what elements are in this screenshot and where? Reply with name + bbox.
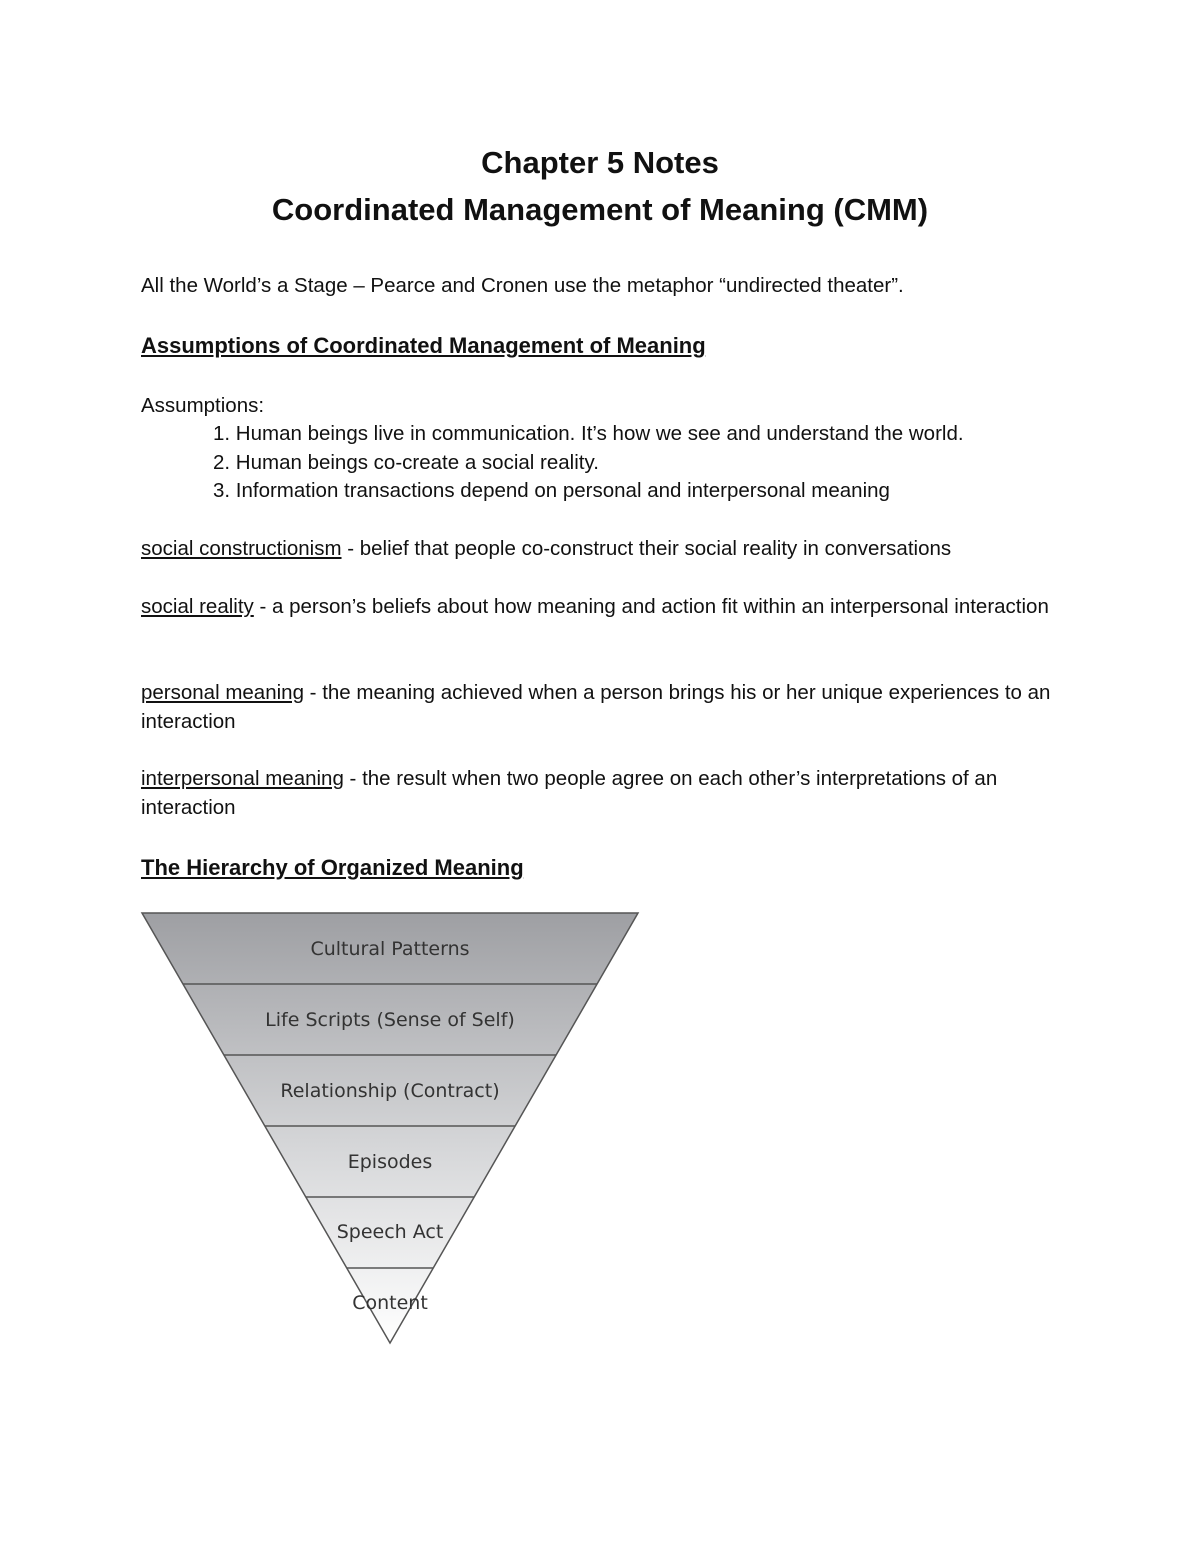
layer-label-episodes: Episodes <box>347 1151 433 1173</box>
page-title: Chapter 5 Notes <box>481 145 719 180</box>
definition-text: - the meaning achieved when a person brings his or her unique experiences to an interaction <box>141 681 1051 733</box>
assumptions-heading: Assumptions of Coordinated Management of Meaning <box>141 333 706 358</box>
definition-term: social constructionism <box>141 537 342 560</box>
definition-term: personal meaning <box>141 681 304 704</box>
definition-text: - the result when two people agree on each other’s interpretations of an interaction <box>141 767 998 819</box>
definition-text: - a person’s beliefs about how meaning and action fit within an interpersonal interaction <box>253 595 1049 618</box>
definition-text: - belief that people co-construct their social reality in conversations <box>341 537 952 560</box>
hierarchy-pyramid-diagram <box>138 905 643 1350</box>
definition-term: interpersonal meaning <box>141 767 344 790</box>
page-subtitle: Coordinated Management of Meaning (CMM) <box>271 192 929 227</box>
definition-personal-meaning <box>141 679 1071 736</box>
assumptions-label: Assumptions: <box>141 394 265 417</box>
layer-label-life-scripts: Life Scripts (Sense of Self) <box>265 1009 515 1031</box>
definition-interpersonal-meaning <box>141 765 1071 822</box>
list-item: 1. Human beings live in communication. It’s how we see and understand the world. <box>213 422 964 445</box>
list-item: 2. Human beings co-create a social reality. <box>213 450 599 474</box>
pyramid-shape <box>142 913 638 1343</box>
assumptions-list <box>213 420 964 506</box>
layer-label-cultural-patterns: Cultural Patterns <box>310 938 470 960</box>
layer-label-speech-act: Speech Act <box>336 1221 444 1243</box>
list-item: 3. Information transactions depend on personal and interpersonal meaning <box>213 479 890 502</box>
definition-social-constructionism <box>141 535 1071 564</box>
hierarchy-heading: The Hierarchy of Organized Meaning <box>141 855 524 880</box>
definition-social-reality <box>141 593 1071 622</box>
definition-term: social reality <box>141 595 254 618</box>
intro-paragraph: All the World’s a Stage – Pearce and Cronen use the metaphor “undirected theater”. <box>141 274 904 297</box>
layer-label-content: Content <box>352 1292 428 1314</box>
layer-label-relationship: Relationship (Contract) <box>280 1080 500 1102</box>
